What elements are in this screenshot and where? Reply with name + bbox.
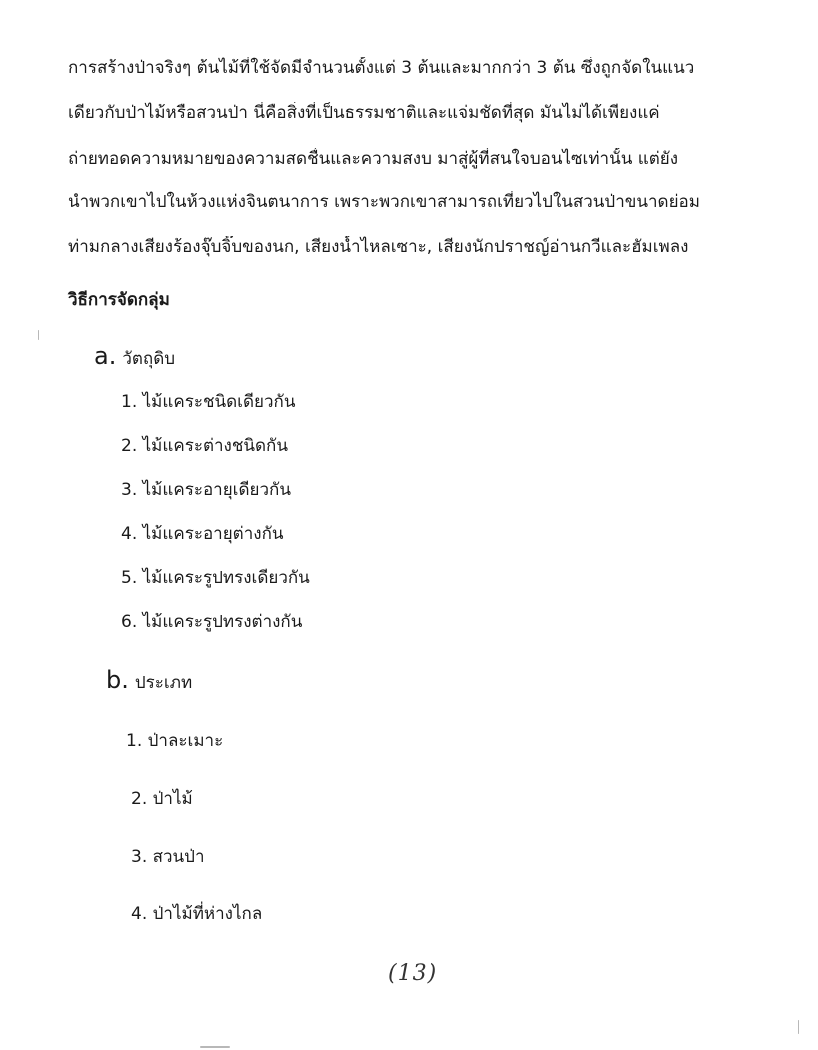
- paragraph-line-3: ถ่ายทอดความหมายของความสดชื่นและความสงบ มาสู่ผู้ที่สนใจบอนไซเท่านั้น แต่ยัง: [68, 149, 678, 169]
- section-a-letter: a.: [94, 342, 117, 370]
- paragraph-line-4: นำพวกเขาไปในห้วงแห่งจินตนาการ เพราะพวกเขาสามารถเที่ยวไปในสวนป่าขนาดย่อม: [68, 192, 700, 212]
- list-item: 2. ป่าไม้: [131, 789, 193, 809]
- list-item: 6. ไม้แคระรูปทรงต่างกัน: [121, 612, 303, 632]
- section-b-title: ประเภท: [134, 673, 193, 693]
- list-item: 5. ไม้แคระรูปทรงเดียวกัน: [121, 568, 310, 588]
- paragraph-line-5: ท่ามกลางเสียงร้องจุ๊บจิ๊บของนก, เสียงน้ำไหลเซาะ, เสียงนักปราชญ์อ่านกวีและฮัมเพลง: [68, 237, 689, 257]
- section-heading: วิธีการจัดกลุ่ม: [68, 290, 170, 310]
- list-item: 1. ไม้แคระชนิดเดียวกัน: [121, 392, 296, 412]
- section-b-label: [106, 667, 192, 696]
- page-number: (13): [388, 961, 438, 986]
- paragraph-line-2: เดียวกับป่าไม้หรือสวนป่า นี่คือสิ่งที่เป็นธรรมชาติและแจ่มชัดที่สุด มันไม่ได้เพียงแค่: [68, 103, 660, 123]
- list-item: 3. ไม้แคระอายุเดียวกัน: [121, 480, 291, 500]
- list-item: 1. ป่าละเมาะ: [126, 731, 224, 751]
- scan-speck: [200, 1046, 230, 1048]
- section-a-title: วัตถุดิบ: [122, 349, 176, 369]
- scan-speck: [38, 330, 39, 340]
- paragraph-line-1: การสร้างป่าจริงๆ ต้นไม้ที่ใช้จัดมีจำนวนตั้งแต่ 3 ต้นและมากกว่า 3 ต้น ซึ่งถูกจัดในแนว: [68, 58, 695, 78]
- list-item: 4. ไม้แคระอายุต่างกัน: [121, 524, 284, 544]
- section-a-label: [94, 343, 175, 372]
- scan-speck: [798, 1020, 799, 1034]
- list-item: 4. ป่าไม้ที่ห่างไกล: [131, 904, 263, 924]
- list-item: 2. ไม้แคระต่างชนิดกัน: [121, 436, 288, 456]
- list-item: 3. สวนป่า: [131, 847, 205, 867]
- section-b-letter: b.: [106, 666, 129, 694]
